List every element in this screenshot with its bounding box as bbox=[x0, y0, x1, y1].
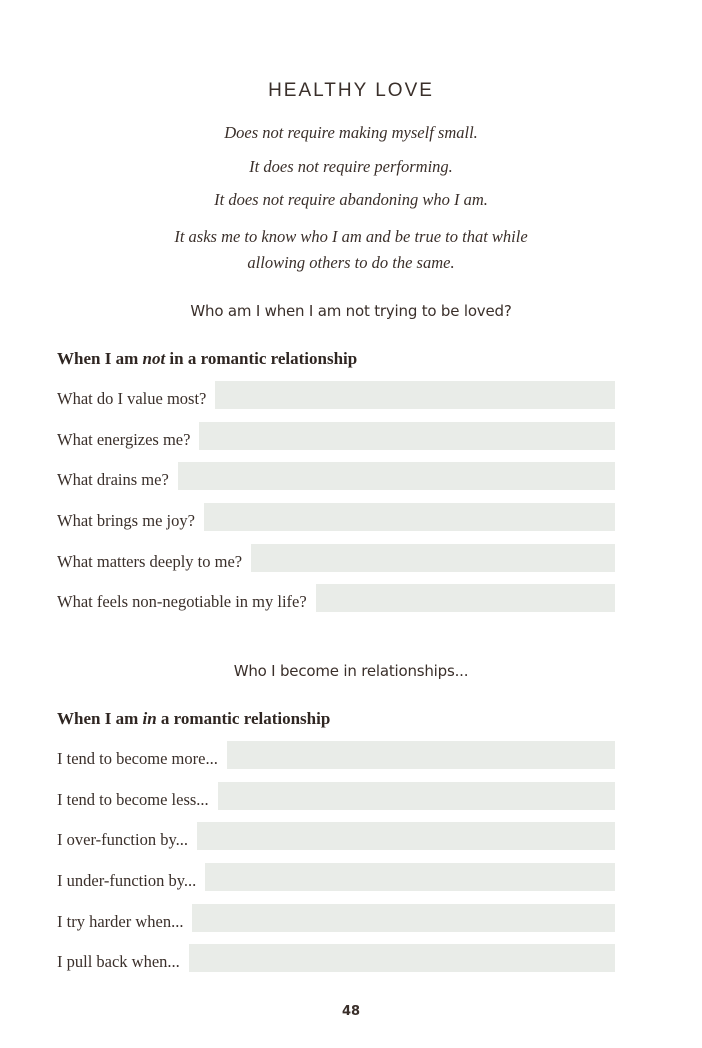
section1-heading-emphasis: not bbox=[142, 349, 166, 368]
answer-field[interactable] bbox=[218, 782, 615, 810]
answer-field[interactable] bbox=[199, 422, 615, 450]
section1-question-row bbox=[57, 503, 615, 531]
intro-line-2: It does not require performing. bbox=[249, 157, 453, 176]
section2-question-row bbox=[57, 944, 615, 972]
page-title: HEALTHY LOVE bbox=[268, 80, 434, 101]
section2-heading-emphasis: in bbox=[142, 709, 157, 728]
section2-question-row bbox=[57, 863, 615, 891]
section1-question-row bbox=[57, 584, 615, 612]
section1-question-row bbox=[57, 381, 615, 409]
section1-heading-post: in a romantic relationship bbox=[165, 349, 358, 368]
answer-field[interactable] bbox=[215, 381, 615, 409]
section2-question-row bbox=[57, 741, 615, 769]
intro-line-4b: allowing others to do the same. bbox=[247, 253, 455, 272]
section1-heading-pre: When I am bbox=[57, 349, 143, 368]
answer-field[interactable] bbox=[227, 741, 615, 769]
intro-line-4 bbox=[0, 224, 702, 276]
question-label: What brings me joy? bbox=[57, 511, 195, 530]
question-label: I under-function by... bbox=[57, 871, 197, 890]
question-label: I over-function by... bbox=[57, 830, 189, 849]
section1-prompt: Who am I when I am not trying to be loved? bbox=[190, 302, 512, 320]
question-label: I pull back when... bbox=[57, 952, 180, 971]
section2-heading bbox=[57, 709, 330, 729]
question-label: I tend to become less... bbox=[57, 790, 209, 809]
answer-field[interactable] bbox=[189, 944, 615, 972]
question-label: What matters deeply to me? bbox=[57, 552, 243, 571]
section1-question-row bbox=[57, 462, 615, 490]
section2-question-row bbox=[57, 822, 615, 850]
section2-question-row bbox=[57, 904, 615, 932]
intro-line-3: It does not require abandoning who I am. bbox=[214, 190, 488, 209]
question-label: What feels non-negotiable in my life? bbox=[57, 592, 307, 611]
answer-field[interactable] bbox=[205, 863, 615, 891]
question-label: I try harder when... bbox=[57, 912, 184, 931]
section2-heading-post: a romantic relationship bbox=[156, 709, 331, 728]
answer-field[interactable] bbox=[204, 503, 615, 531]
answer-field[interactable] bbox=[178, 462, 615, 490]
intro-line-1: Does not require making myself small. bbox=[224, 123, 478, 142]
answer-field[interactable] bbox=[192, 904, 615, 932]
intro-line-4a: It asks me to know who I am and be true to that while bbox=[174, 227, 528, 246]
question-label: I tend to become more... bbox=[57, 749, 218, 768]
answer-field[interactable] bbox=[251, 544, 615, 572]
section2-question-row bbox=[57, 782, 615, 810]
question-label: What drains me? bbox=[57, 470, 169, 489]
answer-field[interactable] bbox=[316, 584, 615, 612]
section1-question-row bbox=[57, 544, 615, 572]
question-label: What do I value most? bbox=[57, 389, 207, 408]
section1-heading bbox=[57, 349, 357, 369]
section1-question-row bbox=[57, 422, 615, 450]
section2-prompt: Who I become in relationships... bbox=[233, 662, 469, 680]
page-number: 48 bbox=[341, 1004, 361, 1019]
section2-heading-pre: When I am bbox=[57, 709, 143, 728]
question-label: What energizes me? bbox=[57, 430, 191, 449]
answer-field[interactable] bbox=[197, 822, 615, 850]
